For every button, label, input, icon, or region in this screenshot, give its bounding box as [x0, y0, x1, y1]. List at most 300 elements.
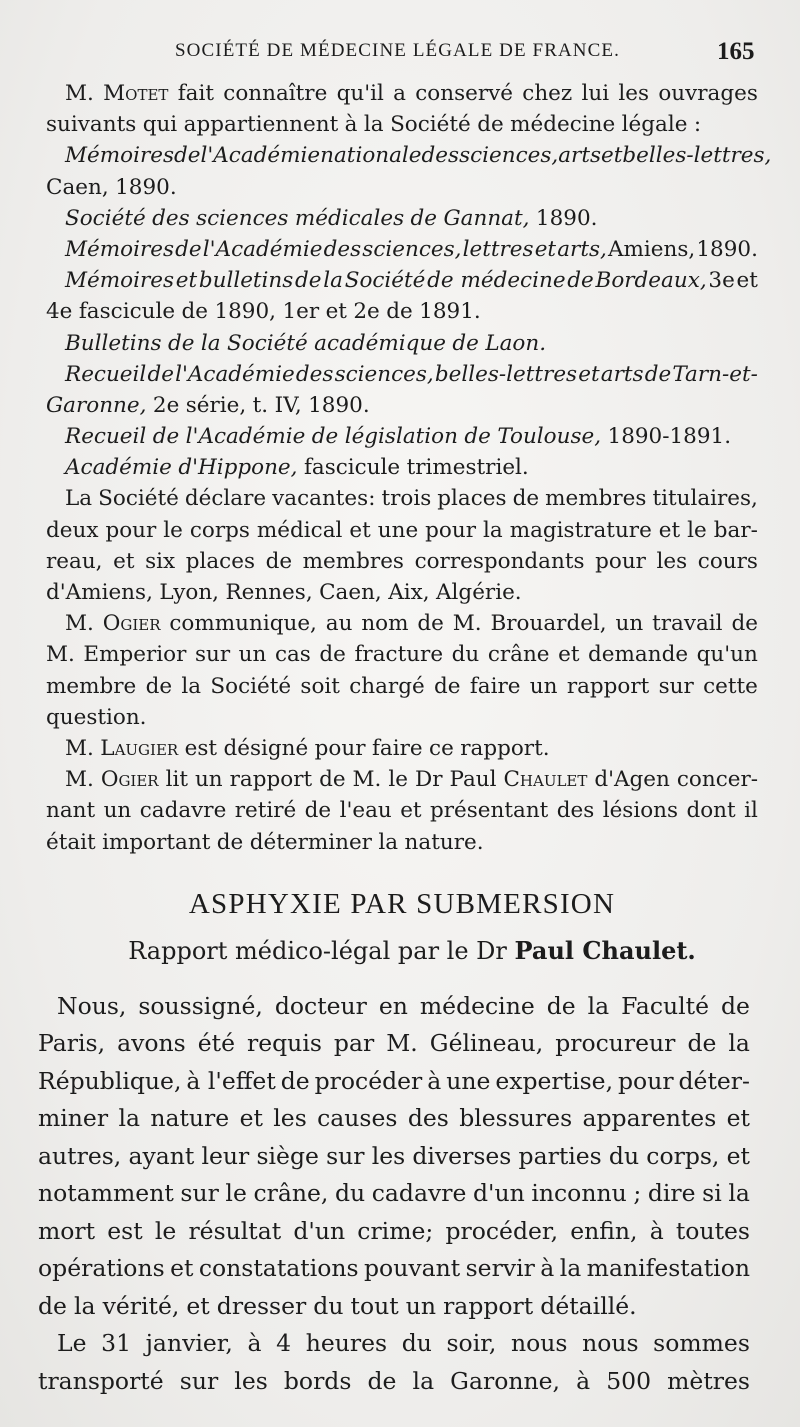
text-line: [38, 1213, 750, 1251]
word: la: [728, 1029, 750, 1058]
word: M.: [386, 1029, 418, 1058]
text-line: [38, 1063, 750, 1101]
word: et: [558, 642, 580, 668]
word: dont: [686, 798, 736, 824]
word: de: [147, 361, 174, 387]
word: Paul: [449, 767, 497, 793]
word: :: [693, 112, 702, 138]
word: de: [567, 268, 594, 294]
word: ouvrages: [658, 81, 758, 106]
word: un: [529, 673, 558, 699]
text-line: [46, 608, 758, 639]
paragraph: [46, 452, 758, 483]
word: de: [367, 1366, 397, 1395]
text-line: [46, 328, 758, 359]
word: qu'un: [696, 642, 758, 668]
text-line: [46, 639, 758, 670]
text-line: [46, 296, 758, 327]
subtitle-author: Paul Chaulet.: [514, 935, 696, 965]
word: Société: [98, 486, 179, 512]
word: procureur: [555, 1029, 676, 1058]
paragraph: [46, 483, 758, 608]
word: demande: [588, 642, 689, 668]
word: vérité,: [102, 1291, 180, 1320]
word: et: [726, 1141, 750, 1170]
word: t.: [252, 392, 269, 418]
word: d'Amiens,: [46, 580, 153, 605]
word: question.: [46, 704, 147, 730]
word: la: [587, 991, 610, 1020]
word: rapport: [443, 1291, 534, 1320]
word: places: [185, 548, 255, 574]
word: appartiennent: [183, 112, 339, 138]
word: de: [319, 767, 346, 793]
word: de: [452, 330, 479, 356]
word: la: [378, 829, 399, 855]
word: déclare: [184, 486, 267, 512]
word: la: [363, 112, 384, 138]
word: 1890.: [115, 174, 177, 200]
word: siège: [256, 1141, 319, 1170]
text-line: [46, 577, 758, 608]
word: bar-: [713, 517, 758, 543]
word: causes: [317, 1104, 398, 1133]
word: notamment: [38, 1179, 174, 1208]
word: l'Académie: [175, 361, 295, 387]
word: académique: [314, 330, 446, 356]
word: 31: [101, 1329, 132, 1358]
word: de: [38, 1291, 67, 1320]
word: des: [323, 236, 362, 262]
paragraph: [46, 234, 758, 265]
word: arts,: [557, 236, 607, 262]
word: expertise,: [495, 1066, 614, 1095]
word: procéder,: [445, 1216, 559, 1245]
word: Caen,: [319, 580, 382, 605]
word: transporté: [38, 1366, 164, 1395]
word: lit: [165, 767, 188, 793]
word: les: [371, 1141, 406, 1170]
word: à: [649, 1216, 664, 1245]
text-line: [46, 546, 758, 577]
word: Le: [57, 1329, 87, 1358]
word: Ogier: [100, 767, 159, 793]
word: constatations: [198, 1254, 359, 1283]
word: cette: [703, 673, 758, 699]
paragraph: [46, 421, 758, 452]
word: à: [540, 1254, 555, 1283]
word: dire: [647, 1179, 696, 1208]
paragraph: [46, 203, 758, 234]
text-line: [46, 421, 758, 452]
word: Recueil: [65, 424, 147, 450]
word: la: [74, 1291, 96, 1320]
word: Bulletins: [65, 330, 162, 356]
text-line: [46, 702, 758, 733]
word: belles-lettres,: [622, 143, 772, 169]
word: de médecine: [427, 268, 566, 294]
word: la: [200, 330, 221, 356]
word: du: [451, 642, 480, 668]
word: Laon.: [485, 330, 547, 356]
word: des: [152, 205, 190, 231]
word: la: [118, 1104, 140, 1133]
word: Société: [227, 330, 308, 356]
text-line: [38, 1363, 750, 1401]
word: et: [601, 143, 623, 169]
word: Aix,: [388, 580, 430, 605]
word: Lyon,: [159, 580, 220, 605]
word: nom: [361, 611, 409, 637]
word: faire: [469, 673, 521, 699]
word: 4: [276, 1329, 292, 1358]
word: de: [386, 299, 413, 325]
word: suivants: [46, 112, 137, 138]
word: législation: [344, 424, 458, 450]
word: M.: [352, 767, 382, 793]
text-line: [46, 795, 758, 826]
paragraph: [46, 265, 758, 327]
word: mètres: [667, 1366, 750, 1395]
word: les: [273, 1104, 307, 1133]
word: M.: [452, 611, 482, 637]
word: nature: [150, 1104, 230, 1133]
running-head: SOCIÉTÉ DE MÉDECINE LÉGALE DE FRANCE.: [175, 40, 620, 61]
word: en: [378, 991, 408, 1020]
word: Mémoires: [65, 236, 174, 262]
word: Garonne,: [46, 392, 147, 418]
word: les: [618, 81, 650, 106]
section-subtitle: [46, 934, 758, 968]
word: d'Hippone,: [178, 455, 298, 481]
word: de: [295, 268, 322, 294]
subtitle-prefix: Rapport médico-légal par le Dr: [128, 936, 507, 965]
word: un: [103, 798, 132, 824]
word: sommes: [653, 1329, 750, 1358]
word: été: [197, 1029, 235, 1058]
word: Nous,: [57, 991, 127, 1020]
word: pour: [425, 517, 477, 543]
word: M.: [65, 735, 94, 761]
word: un: [405, 1291, 437, 1320]
word: Faculté: [621, 991, 709, 1020]
word: une: [446, 1066, 491, 1095]
word: 3e: [708, 268, 735, 294]
text-line: [38, 1100, 750, 1138]
word: Société: [390, 112, 471, 138]
page-number: 165: [717, 38, 755, 65]
word: résultat: [188, 1216, 282, 1245]
word: détaillé.: [540, 1291, 637, 1320]
word: Laugier: [100, 735, 179, 761]
word: 1890-1891.: [607, 424, 732, 450]
word: à l'effet: [186, 1066, 276, 1095]
word: Rennes,: [225, 580, 313, 605]
word: de: [319, 642, 346, 668]
word: M.: [46, 642, 75, 668]
word: et: [726, 1104, 750, 1133]
text-line: [38, 988, 750, 1026]
paragraph: [46, 764, 758, 858]
word: soit: [300, 673, 340, 699]
word: membres: [545, 486, 647, 512]
word: à: [576, 1366, 591, 1395]
word: des: [556, 798, 595, 824]
word: sur: [194, 642, 231, 668]
word: de: [152, 424, 180, 450]
word: et: [578, 361, 600, 387]
paragraph: [46, 608, 758, 733]
word: Caen,: [46, 174, 109, 200]
word: concer-: [676, 767, 758, 793]
word: sciences,: [334, 361, 434, 387]
word: pour: [595, 548, 646, 574]
word: 4e: [46, 299, 73, 325]
word: 1890.: [535, 205, 598, 231]
word: la: [728, 1179, 750, 1208]
word: présentant: [430, 798, 549, 824]
word: le: [154, 1216, 177, 1245]
word: de: [464, 424, 491, 450]
word: bulletins: [198, 268, 294, 294]
word: crime;: [357, 1216, 434, 1245]
word: fascicule: [78, 299, 176, 325]
paragraph: [38, 988, 750, 1326]
text-line: [38, 1250, 750, 1288]
word: six: [145, 548, 176, 574]
word: qui: [142, 112, 178, 138]
word: Brouardel,: [490, 611, 607, 637]
word: Paris,: [38, 1029, 106, 1058]
word: d'un: [473, 1179, 525, 1208]
word: à: [247, 1329, 262, 1358]
word: des: [421, 143, 460, 169]
word: du: [401, 1329, 432, 1358]
word: rapport: [566, 673, 650, 699]
word: ce: [429, 735, 454, 761]
word: l'Académie: [200, 143, 321, 169]
word: fascicule: [303, 455, 401, 481]
text-line: [38, 1175, 750, 1213]
word: arts: [558, 143, 601, 169]
word: Emperior: [83, 642, 187, 668]
text-line: [46, 359, 758, 390]
word: M.: [65, 81, 94, 106]
word: magistrature: [509, 517, 652, 543]
word: lettres: [462, 236, 534, 262]
text-line: [46, 671, 758, 702]
word: la: [412, 1366, 435, 1395]
word: et: [736, 268, 758, 294]
word: procéder: [314, 1066, 423, 1095]
text-line: [38, 1138, 750, 1176]
word: déter-: [678, 1066, 750, 1095]
word: arts: [600, 361, 644, 387]
word: de: [417, 611, 444, 637]
paragraph: [38, 1325, 750, 1400]
word: lésions: [602, 798, 679, 824]
word: déterminer: [249, 829, 372, 855]
word: corps,: [646, 1141, 720, 1170]
word: pour: [618, 1066, 674, 1095]
paragraph: [46, 359, 758, 421]
text-line: [46, 764, 758, 795]
word: Algérie.: [436, 580, 522, 605]
word: M.: [65, 767, 94, 793]
word: cadavre: [139, 798, 227, 824]
section-title: ASPHYXIE PAR SUBMERSION: [188, 887, 616, 920]
word: est: [107, 1216, 143, 1245]
word: par: [333, 1029, 375, 1058]
word: du: [334, 1179, 366, 1208]
word: ;: [633, 1179, 642, 1208]
word: la: [483, 517, 503, 543]
word: de: [181, 299, 208, 325]
word: rapport: [229, 767, 313, 793]
word: Dr: [414, 767, 443, 793]
word: Ogier: [102, 611, 161, 637]
word: 2e: [353, 299, 380, 325]
word: si: [702, 1179, 722, 1208]
text-line: [46, 827, 758, 858]
word: M.: [65, 611, 94, 637]
word: tout: [350, 1291, 399, 1320]
word: soir,: [446, 1329, 497, 1358]
word: de: [434, 673, 461, 699]
word: 1890.: [696, 236, 758, 262]
word: une: [377, 517, 419, 543]
word: Mémoires: [65, 143, 174, 169]
word: Gannat,: [443, 205, 530, 231]
word: et: [170, 1254, 194, 1283]
word: la: [181, 673, 202, 699]
word: sur: [179, 1366, 219, 1395]
word: et: [239, 1104, 263, 1133]
word: de: [280, 1066, 310, 1095]
word: un: [194, 767, 223, 793]
word: a: [393, 81, 406, 106]
word: de: [477, 112, 504, 138]
word: Chaulet: [503, 767, 588, 793]
word: opérations: [38, 1254, 165, 1283]
word: pour: [314, 735, 366, 761]
word: Académie: [65, 455, 172, 481]
word: lui: [581, 81, 610, 106]
word: Garonne,: [450, 1366, 560, 1395]
word: d'un: [293, 1216, 346, 1245]
word: heures: [305, 1329, 388, 1358]
word: sciences,: [459, 143, 559, 169]
paragraph: [46, 733, 758, 764]
word: la: [323, 268, 343, 294]
report-text: [38, 988, 750, 1401]
word: de: [546, 991, 576, 1020]
word: reau,: [46, 548, 103, 574]
word: nant: [46, 798, 96, 824]
text-line: [46, 234, 758, 265]
word: titulaires,: [652, 486, 758, 512]
word: et: [186, 1291, 210, 1320]
text-line: [46, 140, 772, 171]
word: sciences,: [362, 236, 462, 262]
word: soussigné,: [138, 991, 263, 1020]
word: requis: [247, 1029, 322, 1058]
word: l'eau: [339, 798, 392, 824]
word: travail: [652, 611, 723, 637]
word: le: [163, 517, 183, 543]
text-line: [46, 515, 758, 546]
word: Société: [210, 673, 292, 699]
word: de: [311, 424, 339, 450]
word: du: [313, 1291, 344, 1320]
word: rapport.: [460, 735, 550, 761]
word: membres: [302, 548, 404, 574]
word: un: [238, 642, 267, 668]
text-line: [46, 483, 758, 514]
text-line: [46, 390, 758, 421]
word: apparentes: [582, 1104, 717, 1133]
word: communique,: [169, 611, 317, 637]
word: diverses: [412, 1141, 512, 1170]
word: Tarn-et-: [672, 361, 758, 387]
word: sur: [180, 1179, 219, 1208]
text-line: [46, 203, 758, 234]
word: correspondants: [414, 548, 585, 574]
word: enfin,: [570, 1216, 638, 1245]
word: de: [173, 143, 201, 169]
text-line: [46, 78, 758, 109]
word: 1891.: [419, 299, 481, 325]
word: places: [437, 486, 507, 512]
word: cas: [274, 642, 311, 668]
word: fait: [177, 81, 214, 106]
word: Société: [65, 205, 146, 231]
word: de: [410, 205, 438, 231]
word: République,: [38, 1066, 182, 1095]
word: 500: [606, 1366, 652, 1395]
word: de: [731, 611, 758, 637]
word: qu'il: [336, 81, 384, 106]
word: nous: [582, 1329, 639, 1358]
word: manifestation: [586, 1254, 750, 1283]
word: trois: [381, 486, 432, 512]
word: de: [512, 486, 540, 512]
word: blessures: [459, 1104, 573, 1133]
word: médical: [256, 517, 343, 543]
word: il: [744, 798, 758, 824]
word: de: [687, 1029, 717, 1058]
word: le: [388, 767, 408, 793]
word: crâne,: [253, 1179, 329, 1208]
text-line: [46, 733, 758, 764]
word: de: [265, 548, 293, 574]
word: d'Agen: [594, 767, 670, 793]
word: connaître: [223, 81, 328, 106]
word: sur: [326, 1141, 365, 1170]
word: faire: [371, 735, 423, 761]
text-line: [46, 109, 758, 140]
word: la: [559, 1254, 582, 1283]
paragraph: [46, 78, 758, 140]
word: Toulouse,: [497, 424, 602, 450]
word: Motet: [103, 81, 169, 106]
word: du: [608, 1141, 640, 1170]
word: chargé: [349, 673, 425, 699]
word: nous: [510, 1329, 568, 1358]
word: nationale: [320, 143, 422, 169]
word: au: [325, 611, 353, 637]
word: sciences: [196, 205, 289, 231]
